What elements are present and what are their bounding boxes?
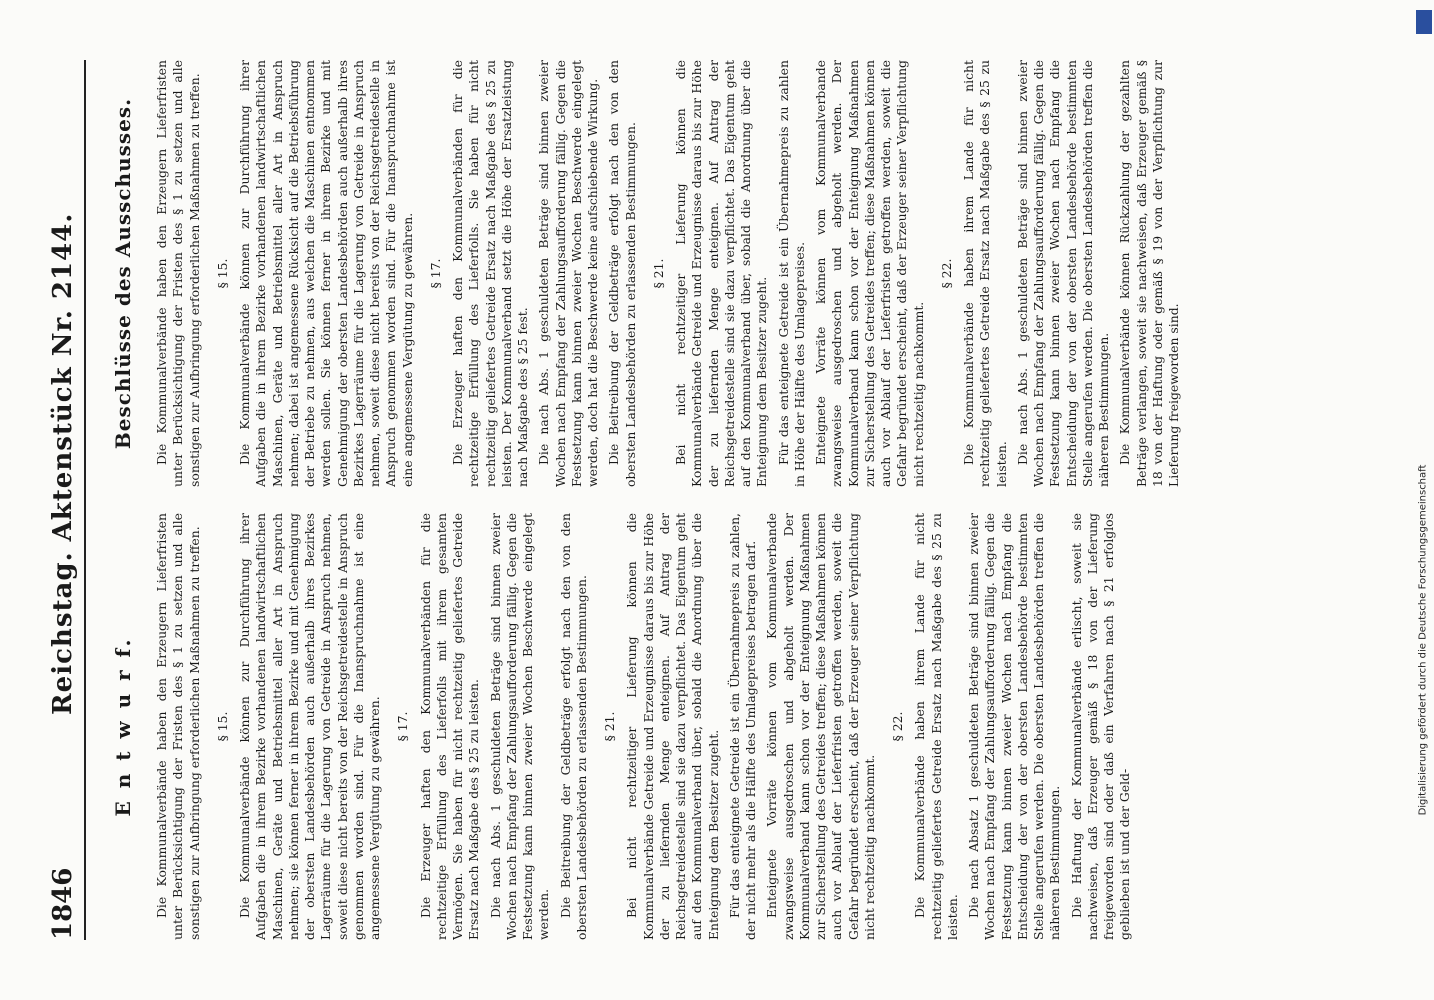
draft-column-title: E n t w u r f. (111, 636, 135, 817)
paragraph: Die Beitreibung der Geldbeträge erfolgt nach den von den obersten Landesbehörden zu erlassenden Bestimmungen. (557, 513, 589, 940)
committee-column (96, 60, 1376, 487)
paragraph: Die Haftung der Kommunalverbände erlischt, soweit sie nachweisen, daß Erzeuger gemäß § 18 von der Lieferung freigeworden sind oder daß ein Verfahren nach § 21 erfolglos geblieben ist und der Geld- (1068, 513, 1133, 940)
paragraph: Für das enteignete Getreide ist ein Übernahmepreis zu zahlen, der nicht mehr als die Hälfte des Umlagepreises betragen darf. (726, 513, 759, 940)
paragraph: Die Erzeuger haften den Kommunalverbänden für die rechtzeitige Erfüllung des Lieferfolls mit ihrem gesamten Vermögen. Sie haben für nicht rechtzeitig geliefertes Getreide Ersatz nach Maßgabe des § 25 zu leisten. (417, 513, 482, 940)
paragraph: Die Kommunalverbände haben den Erzeugern Lieferfristen unter Berücksichtigung der Fristen des § 1 zu setzen und alle sonstigen zur Aufbringung erforderlichen Maßnahmen zu treffen. (154, 60, 202, 487)
draft-column (96, 513, 1376, 940)
draft-column-body (154, 513, 1134, 940)
digitization-credit: Digitalisierung gefördert durch die Deutsche Forschungsgemeinschaft (1417, 464, 1429, 816)
paragraph: Die Beitreibung der Geldbeträge erfolgt nach den von den obersten Landesbehörden zu erlassenden Bestimmungen. (606, 60, 638, 487)
paragraph: Für das enteignete Getreide ist ein Übernahmepreis zu zahlen in Höhe der Hälfte des Umlagepreises. (775, 60, 807, 487)
page-header (48, 60, 86, 940)
section-heading: § 21. (650, 258, 666, 289)
section-heading: § 17. (427, 258, 443, 289)
page-number: 1846 (48, 867, 78, 940)
paragraph: Die Kommunalverbände können zur Durchführung ihrer Aufgaben die in ihrem Bezirke vorhandenen landwirtschaftlichen Maschinen, Geräte und Betriebsmittel aller Art in Anspruch nehmen; sie können ferner in ihrem Bezirke und mit Genehmigung der obersten Landesbehörden auch außerhalb ihres Bezirkes Lagerräume für die Lagerung von Getreide in Anspruch nehmen, soweit diese nicht bereits von der Reichsgetreidestelle in Anspruch genommen worden sind. Für die Inanspruchnahme ist eine angemessene Vergütung zu gewähren. (237, 513, 383, 940)
committee-column-body (154, 60, 1182, 487)
section-heading: § 22. (890, 711, 906, 742)
paragraph: Die Kommunalverbände können Rückzahlung der gezahlten Beträge verlangen, soweit sie nachweisen, daß Erzeuger gemäß § 18 von der Haftung oder gemäß § 19 von der Verpflichtung zur Lieferung freigeworden sind. (1117, 60, 1182, 487)
text-columns (96, 60, 1376, 940)
committee-column-title: Beschlüsse des Ausschusses. (111, 97, 135, 450)
paragraph: Die Erzeuger haften den Kommunalverbänden für die rechtzeitige Erfüllung des Lieferfolls. Sie haben für nicht rechtzeitig geliefertes Getreide Ersatz nach Maßgabe des § 25 zu leisten. Der Kommunalverband setzt die Höhe der Ersatzleistung nach Maßgabe des § 25 fest. (450, 60, 531, 487)
paragraph: Die nach Abs. 1 geschuldeten Beträge sind binnen zweier Wochen nach Empfang der Zahlungsaufforderung fällig. Gegen die Festsetzung kann binnen zweier Wochen Beschwerde eingelegt werden. (487, 513, 552, 940)
paragraph: Die Kommunalverbände haben den Erzeugern Lieferfristen unter Berücksichtigung der Fristen des § 1 zu setzen und alle sonstigen zur Aufbringung erforderlichen Maßnahmen zu treffen. (154, 513, 202, 940)
paragraph: Enteignete Vorräte können vom Kommunalverbande zwangsweise ausgedroschen und abgeholt werden. Der Kommunalverband kann schon vor der Enteignung Maßnahmen zur Sicherstellung des Getreides treffen; diese Maßnahmen können auch vor Ablauf der Lieferfristen getroffen werden, soweit die Gefahr begründet erscheint, daß der Erzeuger seiner Verpflichtung nicht rechtzeitig nachkommt. (764, 513, 877, 940)
section-heading: § 15. (214, 258, 230, 289)
dfg-logo-icon (1416, 10, 1432, 34)
section-heading: § 17. (395, 711, 411, 742)
paragraph: Die nach Absatz 1 geschuldeten Beträge sind binnen zweier Wochen nach Empfang der Zahlungsaufforderung fällig. Gegen die Festsetzung kann binnen zweier Wochen nach Empfang die Entscheidung der von der obersten Landesbehörde bestimmten Stelle angerufen werden. Die obersten Landesbehörden treffen die näheren Bestimmungen. (966, 513, 1063, 940)
paragraph: Die Kommunalverbände haben ihrem Lande für nicht rechtzeitig geliefertes Getreide Ersatz nach Maßgabe des § 25 zu leisten. (912, 513, 960, 940)
paragraph: Die nach Abs. 1 geschuldeten Beträge sind binnen zweier Wochen nach Empfang der Zahlungsaufforderung fällig. Gegen die Festsetzung kann binnen zweier Wochen nach Empfang die Entscheidung der von der obersten Landesbehörde bestimmten Stelle angerufen werden. Die obersten Landesbehörden treffen die näheren Bestimmungen. (1014, 60, 1112, 487)
document-reference: Reichstag. Aktenstück Nr. 2144. (48, 212, 78, 715)
paragraph: Bei nicht rechtzeitiger Lieferung können die Kommunalverbände Getreide und Erzeugnisse daraus bis zur Höhe der zu liefernden Menge enteignen. Auf Antrag der Reichsgetreidestelle sind sie dazu verpflichtet. Das Eigentum geht auf den Kommunalverband über, sobald die Anordnung über die Enteignung dem Besitzer zugeht. (624, 513, 721, 940)
section-heading: § 21. (602, 711, 618, 742)
paragraph: Die nach Abs. 1 geschuldeten Beträge sind binnen zweier Wochen nach Empfang der Zahlungsaufforderung fällig. Gegen die Festsetzung kann binnen zweier Wochen Beschwerde eingelegt werden, doch hat die Beschwerde keine aufschiebende Wirkung. (536, 60, 601, 487)
paragraph: Die Kommunalverbände haben ihrem Lande für nicht rechtzeitig geliefertes Getreide Ersatz nach Maßgabe des § 25 zu leisten. (961, 60, 1009, 487)
paragraph: Die Kommunalverbände können zur Durchführung ihrer Aufgaben die in ihrem Bezirke vorhandenen landwirtschaftlichen Maschinen, Geräte und Betriebsmittel aller Art in Anspruch nehmen; dabei ist angemessene Rücksicht auf die Betriebsführung der Betriebe zu nehmen, aus welchen die Maschinen entnommen werden sollen. Sie können ferner in ihrem Bezirke und mit Genehmigung der obersten Landesbehörden auch außerhalb ihres Bezirkes Lagerräume für die Lagerung von Getreide in Anspruch nehmen, soweit diese nicht bereits von der Reichsgetreidestelle in Anspruch genommen worden sind. Für die Inanspruchnahme ist eine angemessene Vergütung zu gewähren. (237, 60, 415, 487)
section-heading: § 22. (938, 258, 954, 289)
paragraph: Enteignete Vorräte können vom Kommunalverbande zwangsweise ausgedroschen und abgeholt werden. Der Kommunalverband kann schon vor der Enteignung Maßnahmen zur Sicherstellung des Getreides treffen; diese Maßnahmen können auch vor Ablauf der Lieferfristen getroffen werden, soweit die Gefahr begründet erscheint, daß der Erzeuger seiner Verpflichtung nicht rechtzeitig nachkommt. (813, 60, 926, 487)
paragraph: Bei nicht rechtzeitiger Lieferung können die Kommunalverbände Getreide und Erzeugnisse daraus bis zur Höhe der zu liefernden Menge enteignen. Auf Antrag der Reichsgetreidestelle sind sie dazu verpflichtet. Das Eigentum geht auf den Kommunalverband über, sobald die Anordnung über die Enteignung dem Besitzer zugeht. (673, 60, 770, 487)
section-heading: § 15. (214, 711, 230, 742)
